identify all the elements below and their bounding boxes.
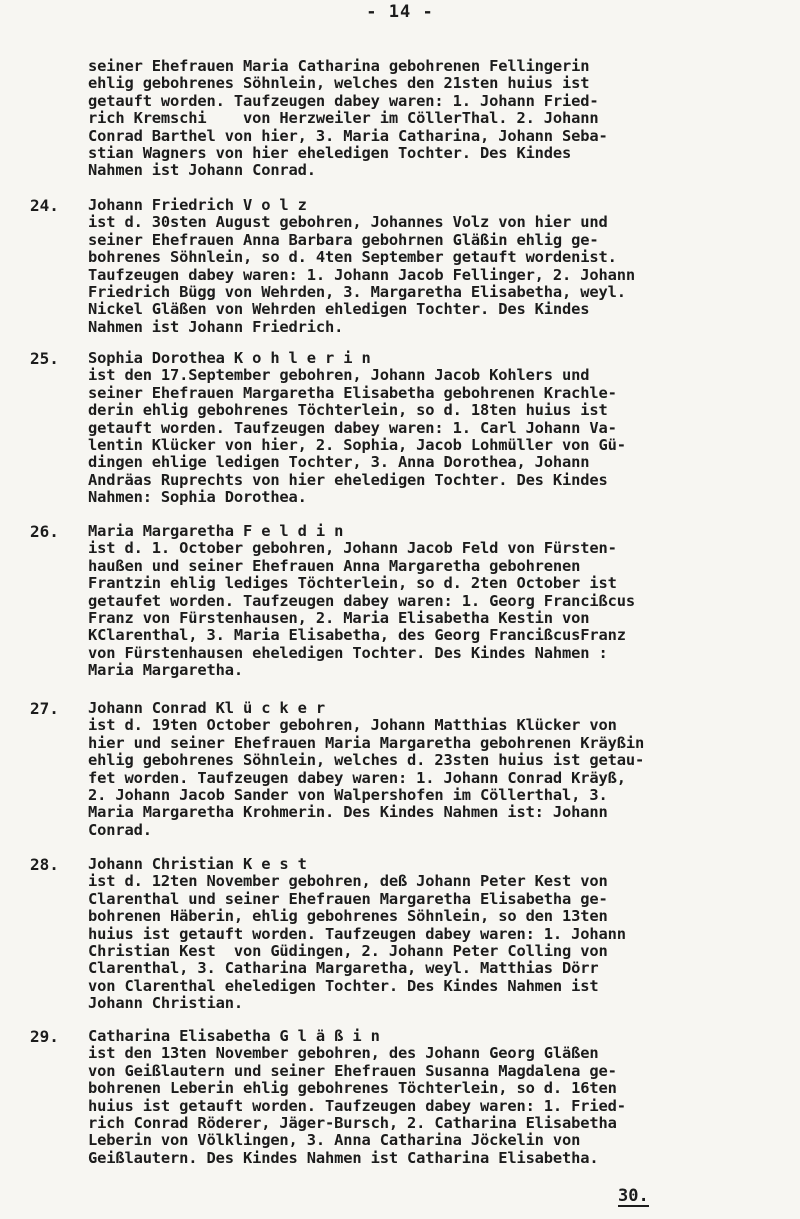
entry-line: haußen und seiner Ehefrauen Anna Margaretha gebohrenen: [88, 556, 581, 575]
entry-name: Maria Margaretha F e l d i n: [88, 522, 344, 540]
entry-line: ist d. 30sten August gebohren, Johannes Volz von hier und: [88, 213, 608, 232]
entry-line: Conrad.: [88, 820, 152, 839]
entry-name: Johann Christian K e s t: [88, 855, 307, 873]
entry-line: ist d. 1. October gebohren, Johann Jacob Feld von Fürsten-: [88, 539, 617, 558]
page-number: - 14 -: [366, 2, 434, 22]
entry-line: Nahmen: Sophia Dorothea.: [88, 488, 307, 507]
entry-line: Clarenthal und seiner Ehefrauen Margaretha Elisabetha ge-: [88, 889, 608, 908]
catchword: 30.: [618, 1186, 649, 1206]
entry-number: 27.: [30, 699, 59, 718]
entry-line: Friedrich Bügg von Wehrden, 3. Margaretha Elisabetha, weyl.: [88, 283, 626, 301]
entry-line: dingen ehlige ledigen Tochter, 3. Anna Dorothea, Johann: [88, 453, 590, 472]
entry-name: Johann Friedrich V o l z: [88, 196, 307, 214]
entry-line: getaufet worden. Taufzeugen dabey waren: 1. Georg Francißcus: [88, 591, 635, 610]
intro-line: rich Kremschi von Herzweiler im CöllerThal. 2. Johann: [88, 109, 599, 128]
entry-line: Frantzin ehlig lediges Töchterlein, so d. 2ten October ist: [88, 574, 617, 593]
entry-line: fet worden. Taufzeugen dabey waren: 1. Johann Conrad Kräyß,: [88, 768, 626, 787]
entry-line: Nahmen ist Johann Friedrich.: [88, 317, 344, 336]
entry-line: huius ist getauft worden. Taufzeugen dabey waren: 1. Fried-: [88, 1096, 626, 1115]
entry-line: ist d. 19ten October gebohren, Johann Matthias Klücker von: [88, 716, 617, 735]
entry-line: bohrenes Söhnlein, so d. 4ten September getauft wordenist.: [88, 248, 617, 267]
entry-name: Catharina Elisabetha G l ä ß i n: [88, 1027, 380, 1045]
entry-line: Maria Margaretha.: [88, 661, 243, 680]
entry-number: 25.: [30, 349, 59, 368]
entry-line: bohrenen Leberin ehlig gebohrenes Töchterlein, so d. 16ten: [88, 1079, 617, 1098]
entry-name: Sophia Dorothea K o h l e r i n: [88, 349, 371, 367]
entry-line: getauft worden. Taufzeugen dabey waren: 1. Carl Johann Va-: [88, 418, 617, 437]
intro-line: getauft worden. Taufzeugen dabey waren: 1. Johann Fried-: [88, 91, 599, 110]
intro-line: Nahmen ist Johann Conrad.: [88, 161, 316, 180]
entry-line: Leberin von Völklingen, 3. Anna Catharina Jöckelin von: [88, 1131, 581, 1150]
entry-line: 2. Johann Jacob Sander von Walpershofen im Cöllerthal, 3.: [88, 786, 608, 804]
intro-line: ehlig gebohrenes Söhnlein, welches den 21sten huius ist: [88, 74, 590, 93]
intro-line: seiner Ehefrauen Maria Catharina gebohrenen Fellingerin: [88, 57, 590, 75]
entry-line: lentin Klücker von hier, 2. Sophia, Jacob Lohmüller von Gü-: [88, 436, 626, 454]
entry-number: 24.: [30, 196, 59, 215]
entry-line: Nickel Gläßen von Wehrden ehledigen Tochter. Des Kindes: [88, 300, 590, 319]
entry-line: ist d. 12ten November gebohren, deß Johann Peter Kest von: [88, 872, 608, 891]
entry-number: 29.: [30, 1027, 59, 1046]
entry-line: ehlig gebohrenes Söhnlein, welches d. 23sten huius ist getau-: [88, 751, 645, 770]
entry-line: Christian Kest von Güdingen, 2. Johann Peter Colling von: [88, 942, 608, 960]
entry-line: Taufzeugen dabey waren: 1. Johann Jacob Fellinger, 2. Johann: [88, 265, 635, 284]
entry-line: von Geißlautern und seiner Ehefrauen Susanna Magdalena ge-: [88, 1061, 617, 1080]
entry-line: Maria Margaretha Krohmerin. Des Kindes Nahmen ist: Johann: [88, 803, 608, 822]
entry-line: von Fürstenhausen eheledigen Tochter. Des Kindes Nahmen :: [88, 643, 608, 662]
entry-name: Johann Conrad Kl ü c k e r: [88, 699, 326, 717]
entry-line: seiner Ehefrauen Margaretha Elisabetha gebohrenen Krachle-: [88, 383, 617, 402]
entry-line: Clarenthal, 3. Catharina Margaretha, weyl. Matthias Dörr: [88, 959, 599, 978]
intro-line: Conrad Barthel von hier, 3. Maria Catharina, Johann Seba-: [88, 126, 608, 145]
entry-line: huius ist getauft worden. Taufzeugen dabey waren: 1. Johann: [88, 924, 626, 943]
entry-line: seiner Ehefrauen Anna Barbara gebohrnen Gläßin ehlig ge-: [88, 230, 599, 249]
entry-line: ist den 17.September gebohren, Johann Jacob Kohlers und: [88, 366, 590, 385]
entry-line: derin ehlig gebohrenes Töchterlein, so d. 18ten huius ist: [88, 401, 608, 420]
entry-line: rich Conrad Röderer, Jäger-Bursch, 2. Catharina Elisabetha: [88, 1114, 617, 1132]
entry-line: hier und seiner Ehefrauen Maria Margaretha gebohrenen Kräyßin: [88, 733, 645, 752]
entry-line: Andräas Ruprechts von hier eheledigen Tochter. Des Kindes: [88, 470, 608, 489]
entry-line: bohrenen Häberin, ehlig gebohrenes Söhnlein, so den 13ten: [88, 907, 608, 926]
entry-number: 26.: [30, 522, 59, 541]
intro-line: stian Wagners von hier eheledigen Tochter. Des Kindes: [88, 144, 572, 162]
entry-line: Franz von Fürstenhausen, 2. Maria Elisabetha Kestin von: [88, 609, 590, 627]
entry-line: Johann Christian.: [88, 994, 243, 1013]
entry-line: Geißlautern. Des Kindes Nahmen ist Catharina Elisabetha.: [88, 1148, 599, 1167]
entry-line: von Clarenthal eheledigen Tochter. Des Kindes Nahmen ist: [88, 976, 599, 995]
entry-line: KClarenthal, 3. Maria Elisabetha, des Georg FrancißcusFranz: [88, 626, 626, 645]
entry-number: 28.: [30, 855, 59, 874]
entry-line: ist den 13ten November gebohren, des Johann Georg Gläßen: [88, 1044, 599, 1063]
